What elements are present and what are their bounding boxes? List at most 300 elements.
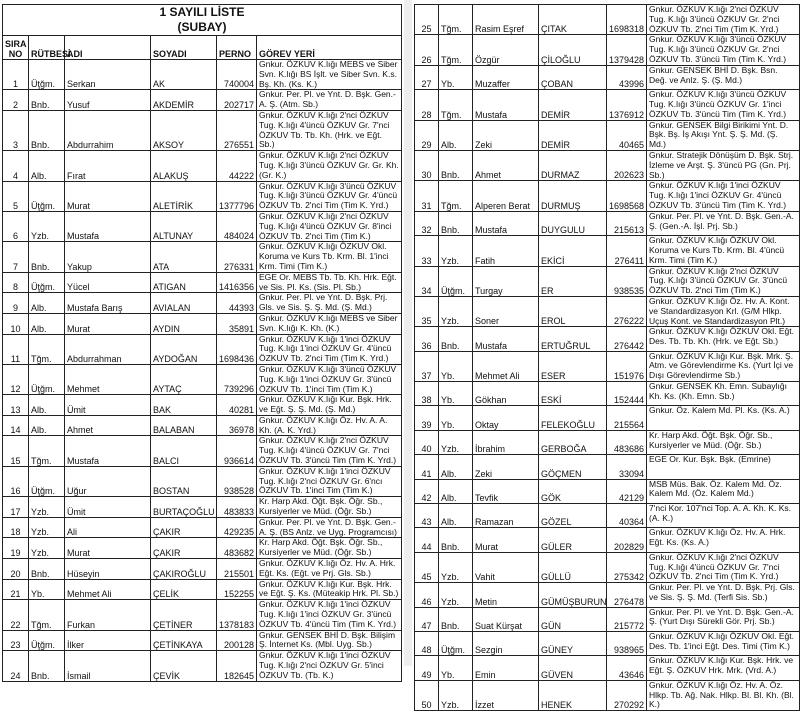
- cell-sira-no: 48: [415, 631, 439, 655]
- cell-rutbe: Alb.: [439, 455, 473, 479]
- cell-sira-no: 9: [3, 293, 29, 314]
- table-row: [415, 455, 800, 479]
- table-row: [415, 211, 800, 235]
- cell-rutbe: Tğm.: [439, 5, 473, 35]
- cell-soyadi: ÇETİNER: [151, 600, 217, 630]
- cell-rutbe: Yzb.: [439, 236, 473, 266]
- cell-soyadi: DEMİR: [539, 90, 607, 120]
- cell-sira-no: 28: [415, 90, 439, 120]
- cell-sira-no: 21: [3, 579, 29, 600]
- cell-rutbe: Yb.: [439, 65, 473, 89]
- cell-gorev: Gnkur. Per. Pl. ve Ynt. D. Bşk. Gen.-A. Ş. (Gen.-A. İşl. Prj. Sb.): [647, 211, 800, 235]
- cell-rutbe: Üţğm.: [29, 181, 65, 211]
- cell-soyadi: ÇOBAN: [539, 65, 607, 89]
- cell-perno: 429235: [217, 517, 257, 538]
- cell-sira-no: 29: [415, 120, 439, 150]
- cell-perno: 182645: [217, 651, 257, 681]
- cell-perno: 276478: [607, 583, 647, 607]
- cell-gorev: Gnkur. ÖZKUV K.lığı 2'nci ÖZKUV Tug. K.lığı 4'üncü ÖZKUV Gr. 8'inci ÖZKUV Tb. 2'nci Tim (Tim K.): [257, 211, 402, 241]
- cell-rutbe: Yb.: [439, 656, 473, 680]
- cell-sira-no: 10: [3, 313, 29, 334]
- cell-sira-no: 11: [3, 334, 29, 364]
- table-row: [3, 151, 402, 181]
- cell-adi: Özgür: [473, 35, 539, 65]
- cell-rutbe: Alb.: [439, 479, 473, 503]
- cell-soyadi: DURMAZ: [539, 150, 607, 180]
- cell-sira-no: 33: [415, 236, 439, 266]
- header-adi: ADI: [65, 36, 151, 60]
- table-row: [3, 651, 402, 681]
- cell-adi: Yücel: [65, 272, 151, 293]
- cell-rutbe: Üţğm.: [29, 60, 65, 90]
- cell-perno: 40364: [607, 504, 647, 528]
- cell-sira-no: 23: [3, 630, 29, 651]
- cell-gorev: Gnkur. ÖZKUV K.lığı Öz. Hv. A. Hrk. Eğt. Ks. (Ks. A.): [647, 528, 800, 552]
- table-row: [3, 497, 402, 518]
- cell-gorev: Gnkur. ÖZKUV K.lığı Kur. Bşk. Mrk. Ş. Atm. ve Görevlendirme Ks. (Yurt İçi ve Dışı Görevlendirme Sb.): [647, 351, 800, 381]
- cell-soyadi: GÖK: [539, 479, 607, 503]
- header-perno: PERNO: [217, 36, 257, 60]
- cell-rutbe: Yb.: [29, 579, 65, 600]
- cell-rutbe: Yb.: [439, 406, 473, 430]
- table-row: [3, 364, 402, 394]
- cell-perno: 35891: [217, 313, 257, 334]
- cell-rutbe: Yb.: [439, 351, 473, 381]
- cell-soyadi: ÇITAK: [539, 5, 607, 35]
- cell-sira-no: 26: [415, 35, 439, 65]
- cell-perno: 1377796: [217, 181, 257, 211]
- cell-adi: Zeki: [473, 120, 539, 150]
- cell-sira-no: 50: [415, 680, 439, 710]
- cell-gorev: Gnkur. ÖZKUV K.lığı MEBS ve Siber Svn. K.lığı BS İşlt. ve Siber Svn. K.s. Bş. Kh. (Ks. K.): [257, 60, 402, 90]
- cell-gorev: Gnkur. ÖZKUV K.lığı 1'inci ÖZKUV Tug. K.lığı 2'nci ÖZKUV Gr. 6'ncı ÖZKUV Tb. 1'inci Tim (Tim K.): [257, 466, 402, 496]
- cell-perno: 270292: [607, 680, 647, 710]
- cell-adi: Emin: [473, 656, 539, 680]
- cell-rutbe: Tğm.: [29, 600, 65, 630]
- table-row: [415, 406, 800, 430]
- cell-gorev: Gnkur. GENSEK BHİ D. Bşk. Bilişim Ş. İnternet Ks. (Mbl. Uyg. Sb.): [257, 630, 402, 651]
- cell-rutbe: Yzb.: [439, 552, 473, 582]
- cell-adi: Mustafa: [473, 211, 539, 235]
- cell-perno: 215613: [607, 211, 647, 235]
- cell-sira-no: 20: [3, 559, 29, 580]
- cell-rutbe: Tğm.: [439, 35, 473, 65]
- cell-gorev: EGE Or. Kur. Bşk. Bşk. (Emrine): [647, 455, 800, 479]
- cell-perno: 202829: [607, 528, 647, 552]
- cell-soyadi: EKİCİ: [539, 236, 607, 266]
- cell-rutbe: Alb.: [29, 415, 65, 436]
- cell-gorev: Gnkur. ÖZKUV K.lığı MEBS ve Siber Svn. K.lığı K. Kh. (K.): [257, 313, 402, 334]
- cell-soyadi: GÜN: [539, 607, 607, 631]
- cell-rutbe: Alb.: [439, 504, 473, 528]
- cell-adi: Rasim Eşref: [473, 5, 539, 35]
- cell-sira-no: 42: [415, 479, 439, 503]
- cell-rutbe: Tğm.: [439, 181, 473, 211]
- cell-rutbe: Yzb.: [29, 538, 65, 559]
- table-row: [3, 600, 402, 630]
- cell-gorev: Gnkur. ÖZKUV K.lığı ÖZKUV Okl. Eğt. Des. Tb. Tb. Kh. (Hrk. ve Eğt. Sb.): [647, 327, 800, 351]
- cell-adi: Mustafa: [473, 90, 539, 120]
- cell-perno: 200128: [217, 630, 257, 651]
- cell-rutbe: Bnb.: [29, 559, 65, 580]
- cell-soyadi: ALETİRİK: [151, 181, 217, 211]
- table-row: [415, 120, 800, 150]
- cell-sira-no: 37: [415, 351, 439, 381]
- table-row: [3, 293, 402, 314]
- table-row: [415, 382, 800, 406]
- page-gutter: [404, 0, 412, 666]
- table-row: [3, 630, 402, 651]
- table-row: [415, 35, 800, 65]
- cell-adi: Uğur: [65, 466, 151, 496]
- cell-sira-no: 12: [3, 364, 29, 394]
- cell-adi: İlker: [65, 630, 151, 651]
- cell-gorev: 7'nci Kor. 107'nci Top. A. A. Kh. K. Ks. (A. K.): [647, 504, 800, 528]
- cell-adi: Soner: [473, 296, 539, 326]
- table-row: [415, 680, 800, 710]
- cell-sira-no: 36: [415, 327, 439, 351]
- header-gorev: GÖREV YERİ: [257, 36, 402, 60]
- cell-sira-no: 32: [415, 211, 439, 235]
- cell-rutbe: Yzb.: [29, 497, 65, 518]
- cell-adi: Zeki: [473, 455, 539, 479]
- cell-gorev: Gnkur. ÖZKUV K.lığı 2'nci ÖZKUV Tug. K.lığı 4'üncü ÖZKUV Gr. 7'nci ÖZKUV Tb. 3'üncü Tim (Tim K. Yrd.): [257, 436, 402, 466]
- cell-sira-no: 17: [3, 497, 29, 518]
- cell-soyadi: GÖZEL: [539, 504, 607, 528]
- cell-gorev: Gnkur. ÖZKUV K.lığı 2'nci ÖZKUV Tug. K.lığı 4'üncü ÖZKUV Gr. 7'nci ÖZKUV Tb. 2'nci Tim (Tim K. Yrd.): [647, 552, 800, 582]
- cell-rutbe: Tğm.: [439, 90, 473, 120]
- cell-soyadi: ÇAKIR: [151, 538, 217, 559]
- cell-rutbe: Üţğm.: [439, 266, 473, 296]
- cell-rutbe: Alb.: [439, 120, 473, 150]
- right-page: [414, 4, 800, 711]
- cell-gorev: Gnkur. ÖZKUV K.lığı Kur. Bşk. Hrk. ve Eğt. Ş. Ş. Md. (Ş. Md.): [257, 395, 402, 416]
- cell-adi: Fırat: [65, 151, 151, 181]
- table-row: [415, 181, 800, 211]
- cell-soyadi: ÇEVİK: [151, 651, 217, 681]
- cell-soyadi: AYDOĞAN: [151, 334, 217, 364]
- table-row: [415, 583, 800, 607]
- cell-perno: 33094: [607, 455, 647, 479]
- table-row: [3, 242, 402, 272]
- cell-gorev: Gnkur. ÖZKUV K.lığı Öz. Hv. A. Kont. ve Standardizasyon Krl. (G/M Hlkp. Uçuş Kont. ve Standardizasyon Plt.): [647, 296, 800, 326]
- cell-perno: 276331: [217, 242, 257, 272]
- cell-sira-no: 2: [3, 90, 29, 111]
- cell-perno: 1378183: [217, 600, 257, 630]
- table-row: [3, 415, 402, 436]
- cell-rutbe: Bnb.: [439, 211, 473, 235]
- cell-rutbe: Üţğm.: [439, 631, 473, 655]
- cell-gorev: Gnkur. Per. Pl. ve Ynt. D. Bşk. Prj. Gls. ve Sis. Ş. Ş. Md. (Terfi Sis. Sb.): [647, 583, 800, 607]
- cell-soyadi: GÜLLÜ: [539, 552, 607, 582]
- cell-rutbe: Üţğm.: [29, 466, 65, 496]
- table-row: [415, 479, 800, 503]
- cell-perno: 44222: [217, 151, 257, 181]
- cell-sira-no: 47: [415, 607, 439, 631]
- table-row: [3, 334, 402, 364]
- cell-gorev: Gnkur. ÖZKUV K.lığı 3'üncü ÖZKUV Tug. K.lığı 3'üncü ÖZKUV Gr. 2'nci ÖZKUV Tb. 3'üncü Tim (Tim K. Yrd.): [647, 35, 800, 65]
- table-header-row: [3, 36, 402, 60]
- cell-gorev: Gnkur. ÖZKUV K.lığı Öz. Hv. A. Öz. Hlkp. Tb. Ağ. Nak. Hlkp. Bl. Bl. Kh. (Bl. K.): [647, 680, 800, 710]
- cell-soyadi: ÇİLOĞLU: [539, 35, 607, 65]
- cell-adi: Ümit: [65, 395, 151, 416]
- cell-rutbe: Yb.: [439, 382, 473, 406]
- cell-adi: Fatih: [473, 236, 539, 266]
- cell-rutbe: Yzb.: [29, 517, 65, 538]
- cell-gorev: Gnkur. ÖZKUV K.lığı 1'inci ÖZKUV Tug. K.lığı 1'inci ÖZKUV Gr. 4'üncü ÖZKUV Tb. 2'nci Tim (Tim K. Yrd.): [257, 334, 402, 364]
- cell-gorev: MSB Müs. Bak. Öz. Kalem Md. Öz. Kalem Md. (Öz. Kalem Md.): [647, 479, 800, 503]
- cell-soyadi: ERTUĞRUL: [539, 327, 607, 351]
- cell-soyadi: GÜMÜŞBURUN: [539, 583, 607, 607]
- cell-perno: 938528: [217, 466, 257, 496]
- cell-sira-no: 27: [415, 65, 439, 89]
- cell-soyadi: AKDEMİR: [151, 90, 217, 111]
- cell-sira-no: 19: [3, 538, 29, 559]
- cell-adi: Mustafa Barış: [65, 293, 151, 314]
- cell-rutbe: Alb.: [29, 313, 65, 334]
- cell-soyadi: BURTAÇOĞLU: [151, 497, 217, 518]
- cell-perno: 202717: [217, 90, 257, 111]
- cell-soyadi: EROL: [539, 296, 607, 326]
- cell-adi: Murat: [473, 528, 539, 552]
- table-row: [415, 552, 800, 582]
- cell-rutbe: Bnb.: [29, 90, 65, 111]
- cell-perno: 740004: [217, 60, 257, 90]
- cell-perno: 36978: [217, 415, 257, 436]
- cell-sira-no: 6: [3, 211, 29, 241]
- cell-perno: 483686: [607, 430, 647, 454]
- cell-gorev: Gnkur. ÖZKUV K.lığı 2'nci ÖZKUV Tug. K.lığı 3'üncü ÖZKUV Gr. 2'nci ÖZKUV Tb. 2'nci Tim (Tim K. Yrd.): [647, 5, 800, 35]
- cell-perno: 484024: [217, 211, 257, 241]
- cell-soyadi: ESER: [539, 351, 607, 381]
- cell-adi: Abdurrahim: [65, 110, 151, 150]
- cell-perno: 483833: [217, 497, 257, 518]
- cell-adi: Murat: [65, 538, 151, 559]
- cell-soyadi: ATA: [151, 242, 217, 272]
- cell-rutbe: Bnb.: [29, 651, 65, 681]
- cell-adi: Alperen Berat: [473, 181, 539, 211]
- cell-adi: Ümit: [65, 497, 151, 518]
- cell-sira-no: 31: [415, 181, 439, 211]
- cell-rutbe: Bnb.: [439, 327, 473, 351]
- cell-rutbe: Bnb.: [439, 607, 473, 631]
- cell-adi: Mustafa: [65, 436, 151, 466]
- cell-sira-no: 15: [3, 436, 29, 466]
- cell-soyadi: ÇAKIR: [151, 517, 217, 538]
- left-page: [2, 4, 402, 681]
- cell-adi: Yusuf: [65, 90, 151, 111]
- cell-rutbe: Tğm.: [29, 436, 65, 466]
- cell-gorev: Gnkur. Per. Pl. ve Ynt. D. Bşk. Gen.-A. Ş. (BS Anlz. ve Uyg. Programcısı): [257, 517, 402, 538]
- cell-sira-no: 30: [415, 150, 439, 180]
- cell-perno: 275342: [607, 552, 647, 582]
- cell-perno: 739296: [217, 364, 257, 394]
- cell-rutbe: Bnb.: [439, 528, 473, 552]
- cell-soyadi: AYDIN: [151, 313, 217, 334]
- cell-gorev: Gnkur. ÖZKUV K.lığı Kur. Bşk. Hrk. ve Eğt. Ş. ÖZKUV Hrk. Mrk. (Vrd. A.): [647, 656, 800, 680]
- cell-adi: İzzet: [473, 680, 539, 710]
- cell-adi: Gökhan: [473, 382, 539, 406]
- cell-sira-no: 49: [415, 656, 439, 680]
- cell-perno: 936614: [217, 436, 257, 466]
- cell-sira-no: 25: [415, 5, 439, 35]
- cell-perno: 276222: [607, 296, 647, 326]
- cell-soyadi: ER: [539, 266, 607, 296]
- cell-gorev: Kr. Harp Akd. Öğt. Bşk. Öğr. Sb., Kursiyerler ve Müd. (Öğr. Sb.): [647, 430, 800, 454]
- cell-perno: 938965: [607, 631, 647, 655]
- cell-soyadi: HENEK: [539, 680, 607, 710]
- table-row: [415, 90, 800, 120]
- cell-adi: Sezgin: [473, 631, 539, 655]
- cell-perno: 152444: [607, 382, 647, 406]
- header-soyadi: SOYADI: [151, 36, 217, 60]
- cell-sira-no: 43: [415, 504, 439, 528]
- cell-sira-no: 40: [415, 430, 439, 454]
- cell-sira-no: 39: [415, 406, 439, 430]
- cell-adi: Metin: [473, 583, 539, 607]
- table-row: [3, 211, 402, 241]
- cell-adi: Mehmet Ali: [65, 579, 151, 600]
- cell-gorev: Gnkur. ÖZKUV K.lığı Öz. Hv. A. Hrk. Eğt. Ks. (Eğt. ve Prj. Gls. Sb.): [257, 559, 402, 580]
- cell-gorev: Gnkur. Per. Pl. ve Ynt. D. Bşk. Gen.-A. Ş. (Yurt Dışı Sürekli Gör. Prj. Sb.): [647, 607, 800, 631]
- cell-gorev: Gnkur. ÖZKUV K.lığı 3'üncü ÖZKUV Tug. K.lığı 3'üncü ÖZKUV Gr. 4'üncü ÖZKUV Tb. 2'nci Tim (Tim K. Yrd.): [257, 181, 402, 211]
- cell-adi: Furkan: [65, 600, 151, 630]
- cell-perno: 1698568: [607, 181, 647, 211]
- personnel-table-right: [414, 4, 800, 711]
- cell-adi: Murat: [65, 181, 151, 211]
- cell-gorev: Gnkur. ÖZKUV K.lığı ÖZKUV Okl. Koruma ve Kurs Tb. Krm. Bl. 1'inci Krm. Timi (Tim K.): [257, 242, 402, 272]
- cell-perno: 40281: [217, 395, 257, 416]
- cell-sira-no: 5: [3, 181, 29, 211]
- cell-rutbe: Bnb.: [29, 110, 65, 150]
- cell-perno: 44393: [217, 293, 257, 314]
- cell-soyadi: GÜLER: [539, 528, 607, 552]
- table-row: [3, 181, 402, 211]
- cell-gorev: Gnkur. GENSEK Kh. Emn. Subaylığı Kh. Ks. (Kh. Emn. Sb.): [647, 382, 800, 406]
- cell-perno: 1698436: [217, 334, 257, 364]
- cell-sira-no: 34: [415, 266, 439, 296]
- table-row: [3, 517, 402, 538]
- cell-rutbe: Üţğm.: [29, 364, 65, 394]
- cell-perno: 43646: [607, 656, 647, 680]
- cell-sira-no: 7: [3, 242, 29, 272]
- cell-rutbe: Üţğm.: [29, 272, 65, 293]
- cell-rutbe: Alb.: [29, 151, 65, 181]
- table-row: [3, 466, 402, 496]
- cell-perno: 215501: [217, 559, 257, 580]
- cell-perno: 151976: [607, 351, 647, 381]
- cell-adi: Ahmet: [65, 415, 151, 436]
- cell-sira-no: 24: [3, 651, 29, 681]
- cell-perno: 1698318: [607, 5, 647, 35]
- cell-gorev: Gnkur. Per. Pl. ve Ynt. D. Bşk. Prj. Gls. ve Sis. Ş. Ş. Md. (Ş. Md.): [257, 293, 402, 314]
- cell-gorev: Gnkur. ÖZKUV K.lığı 1'inci ÖZKUV Tug. K.lığı 2'nci ÖZKUV Gr. 5'inci ÖZKUV Tb. (Tb. K.): [257, 651, 402, 681]
- cell-soyadi: AK: [151, 60, 217, 90]
- cell-sira-no: 13: [3, 395, 29, 416]
- cell-perno: 215564: [607, 406, 647, 430]
- cell-adi: Mehmet: [65, 364, 151, 394]
- cell-gorev: Kr. Harp Akd. Öğt. Bşk. Öğr. Sb., Kursiyerler ve Müd. (Öğr. Sb.): [257, 538, 402, 559]
- cell-gorev: Gnkur. GENSEK BHİ D. Bşk. Bsn. Değ. ve Anlz. Ş. (Ş. Md.): [647, 65, 800, 89]
- table-row: [3, 395, 402, 416]
- table-row: [415, 65, 800, 89]
- cell-adi: Serkan: [65, 60, 151, 90]
- cell-adi: Oktay: [473, 406, 539, 430]
- cell-sira-no: 44: [415, 528, 439, 552]
- cell-sira-no: 35: [415, 296, 439, 326]
- cell-adi: İsmail: [65, 651, 151, 681]
- cell-adi: Mehmet Ali: [473, 351, 539, 381]
- cell-rutbe: Yzb.: [439, 296, 473, 326]
- table-row: [3, 313, 402, 334]
- cell-rutbe: Yzb.: [29, 211, 65, 241]
- cell-sira-no: 1: [3, 60, 29, 90]
- table-row: [3, 559, 402, 580]
- cell-gorev: Gnkur. GENSEK Bilgi Birikimi Ynt. D. Bşk. Bş. İş Akışı Ynt. Ş. Ş. Md. (Ş. Md.): [647, 120, 800, 150]
- cell-gorev: Gnkur. ÖZKUV K.lığı Kur. Bşk. Hrk. ve Eğt. Ş. Ks. (Müteakip Hrk. Pl. Sb.): [257, 579, 402, 600]
- cell-soyadi: GERBOĞA: [539, 430, 607, 454]
- cell-adi: Murat: [65, 313, 151, 334]
- cell-soyadi: ATIGAN: [151, 272, 217, 293]
- cell-rutbe: Üţğm.: [29, 630, 65, 651]
- cell-sira-no: 18: [3, 517, 29, 538]
- cell-adi: Tevfik: [473, 479, 539, 503]
- cell-adi: Vahit: [473, 552, 539, 582]
- cell-perno: 938535: [607, 266, 647, 296]
- cell-rutbe: Alb.: [29, 395, 65, 416]
- cell-perno: 1376912: [607, 90, 647, 120]
- header-rutbe: RÜTBESİ: [29, 36, 65, 60]
- cell-sira-no: 46: [415, 583, 439, 607]
- table-row: [3, 90, 402, 111]
- table-row: [415, 528, 800, 552]
- cell-perno: 276411: [607, 236, 647, 266]
- cell-adi: Ramazan: [473, 504, 539, 528]
- cell-adi: Mustafa: [65, 211, 151, 241]
- table-row: [3, 60, 402, 90]
- cell-gorev: Gnkur. ÖZKUV K.lığı 1'inci ÖZKUV Tug. K.lığı 1'inci ÖZKUV Gr. 3'üncü ÖZKUV Tb. 4'üncü Tim (Tim K. Yrd.): [257, 600, 402, 630]
- cell-rutbe: Bnb.: [29, 242, 65, 272]
- cell-soyadi: ÇETİNKAYA: [151, 630, 217, 651]
- cell-soyadi: AYTAÇ: [151, 364, 217, 394]
- table-row: [415, 5, 800, 35]
- cell-soyadi: AKSOY: [151, 110, 217, 150]
- cell-rutbe: Alb.: [29, 293, 65, 314]
- cell-gorev: Gnkur. ÖZKUV K.lığı 2'nci ÖZKUV Tug. K.lığı 3'üncü ÖZKUV Gr. 3'üncü ÖZKUV Tb. 2'nci Tim (Tim K.): [647, 266, 800, 296]
- document-title: 1 SAYILI LİSTE (SUBAY): [3, 5, 402, 36]
- cell-sira-no: 3: [3, 110, 29, 150]
- cell-soyadi: GÜNEY: [539, 631, 607, 655]
- table-row: [3, 538, 402, 559]
- cell-soyadi: BOSTAN: [151, 466, 217, 496]
- header-sira-no: SIRA NO: [3, 36, 29, 60]
- cell-soyadi: BALABAN: [151, 415, 217, 436]
- cell-soyadi: GÖÇMEN: [539, 455, 607, 479]
- personnel-table-left: [2, 4, 402, 682]
- cell-gorev: Gnkur. ÖZKUV K.lığı Öz. Hv. A. A. Kh. (A. K. Yrd.): [257, 415, 402, 436]
- cell-gorev: Gnkur. ÖZKUV K.lığı 2'nci ÖZKUV Tug. K.lığı 4'üncü ÖZKUV Gr. 7'nci ÖZKUV Tb. Tb. Kh. (Hrk. ve Eğt. Sb.): [257, 110, 402, 150]
- cell-rutbe: Yzb.: [439, 583, 473, 607]
- cell-soyadi: BALCI: [151, 436, 217, 466]
- cell-sira-no: 16: [3, 466, 29, 496]
- cell-gorev: Gnkur. ÖZKUV K.lığı 3'üncü ÖZKUV Tug. K.lığı 1'inci ÖZKUV Gr. 3'üncü ÖZKUV Tb. 1'inci Tim (Tim K.): [257, 364, 402, 394]
- cell-adi: Muzaffer: [473, 65, 539, 89]
- cell-perno: 483682: [217, 538, 257, 559]
- table-row: [415, 631, 800, 655]
- cell-perno: 215772: [607, 607, 647, 631]
- table-row: [415, 150, 800, 180]
- cell-adi: Abdurrahman: [65, 334, 151, 364]
